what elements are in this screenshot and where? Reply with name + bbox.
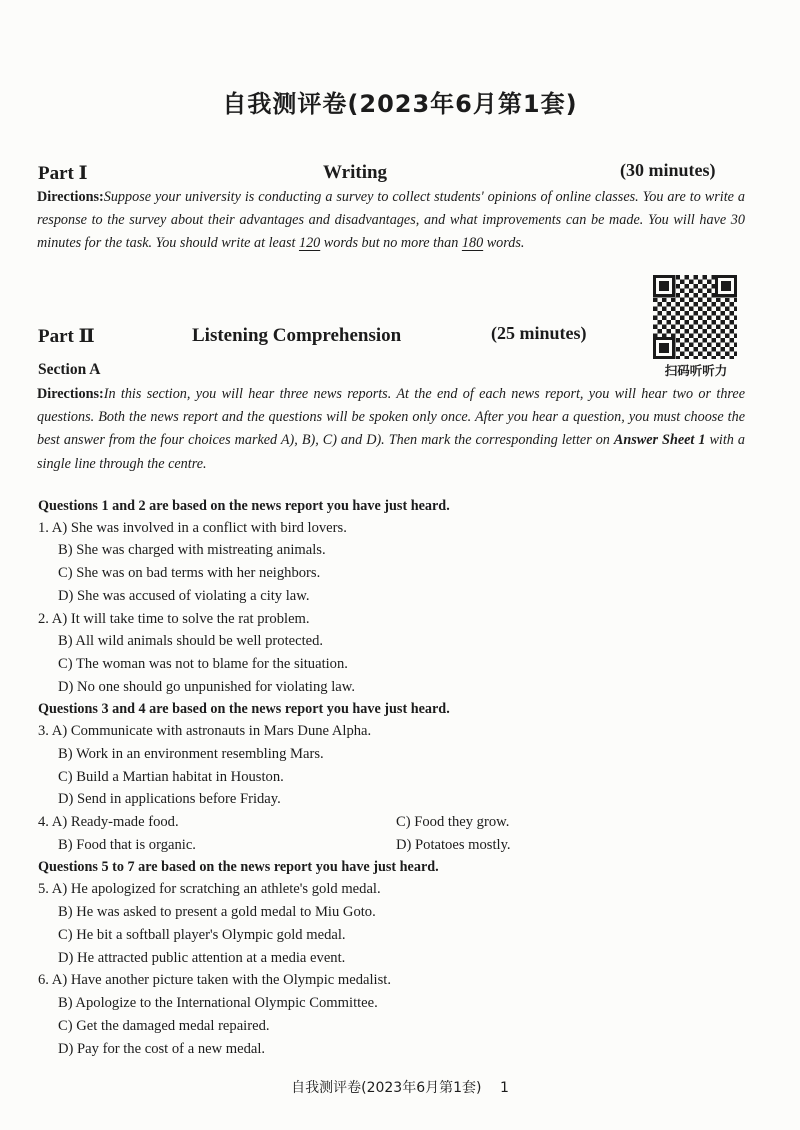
question-group-heading: Questions 5 to 7 are based on the news report you have just heard. <box>38 859 439 875</box>
q1-option-d: D) She was accused of violating a city law. <box>58 588 310 604</box>
q6-option-a: 6. A) Have another picture taken with the Olympic medalist. <box>38 972 391 988</box>
q1-option-c: C) She was on bad terms with her neighbors. <box>58 565 321 581</box>
q3-option-d: D) Send in applications before Friday. <box>58 791 281 807</box>
directions-text: Suppose your university is conducting a survey to collect students' opinions of online classes. You are to write a response to the survey about their advantages and disadvantages, and what improvements can be made. You will have 30 minutes for the task. You should write at least <box>37 189 745 252</box>
directions-label: Directions: <box>37 189 104 205</box>
q5-option-b: B) He was asked to present a gold medal to Miu Goto. <box>58 904 376 920</box>
q5-option-c: C) He bit a softball player's Olympic gold medal. <box>58 927 346 943</box>
q4-option-b: B) Food that is organic. <box>58 837 196 853</box>
section-a-heading: Section A <box>38 361 101 378</box>
question-group-heading: Questions 3 and 4 are based on the news report you have just heard. <box>38 701 450 717</box>
q4-option-a: 4. A) Ready-made food. <box>38 814 179 830</box>
directions-text: In this section, you will hear three news reports. At the end of each news report, you will hear two or three questions. Both the news report and the questions will be spoken only once. After you hear a question, you must choose the best answer from the four choices marked A), B), C) and D). Then mark the corresponding letter on <box>37 386 745 449</box>
directions-text: words. <box>483 235 525 252</box>
q5-option-a: 5. A) He apologized for scratching an athlete's gold medal. <box>38 881 381 897</box>
page-title: 自我测评卷(2023年6月第1套) <box>222 90 578 118</box>
q5-option-d: D) He attracted public attention at a media event. <box>58 950 346 966</box>
answer-sheet-label: Answer Sheet 1 <box>613 432 706 449</box>
page-number: 1 <box>499 1080 509 1096</box>
max-words: 180 <box>461 235 484 252</box>
q2-option-b: B) All wild animals should be well protected. <box>58 633 324 649</box>
footer-text: 自我测评卷(2023年6月第1套) <box>291 1080 482 1096</box>
q3-option-a: 3. A) Communicate with astronauts in Mars Dune Alpha. <box>38 723 372 739</box>
q2-option-c: C) The woman was not to blame for the situation. <box>58 656 348 672</box>
q6-option-c: C) Get the damaged medal repaired. <box>58 1018 270 1034</box>
q6-option-d: D) Pay for the cost of a new medal. <box>58 1041 266 1057</box>
part1-label: Part Ⅰ <box>38 163 88 184</box>
q2-option-a: 2. A) It will take time to solve the rat problem. <box>38 611 310 627</box>
directions-label: Directions: <box>37 386 104 402</box>
part1-directions <box>37 186 745 256</box>
q1-option-b: B) She was charged with mistreating animals. <box>58 542 326 558</box>
part2-name: Listening Comprehension <box>192 325 402 346</box>
part1-name: Writing <box>323 162 388 183</box>
directions-text: words but no more than <box>320 235 462 252</box>
directions-text: with a single line through the centre. <box>37 432 745 472</box>
part2-directions <box>37 383 745 476</box>
page-footer <box>0 1077 800 1097</box>
qr-label: 扫码听听力 <box>664 363 728 378</box>
part1-time: (30 minutes) <box>620 160 716 180</box>
min-words: 120 <box>298 235 321 252</box>
q2-option-d: D) No one should go unpunished for violating law. <box>58 679 355 695</box>
q6-option-b: B) Apologize to the International Olympic Committee. <box>58 995 378 1011</box>
question-group-heading: Questions 1 and 2 are based on the news report you have just heard. <box>38 498 450 514</box>
part2-time: (25 minutes) <box>491 323 587 343</box>
q4-option-c: C) Food they grow. <box>396 814 510 830</box>
q3-option-c: C) Build a Martian habitat in Houston. <box>58 769 284 785</box>
qr-code-icon[interactable] <box>653 275 737 359</box>
q1-option-a: 1. A) She was involved in a conflict with bird lovers. <box>38 520 347 536</box>
part2-label: Part Ⅱ <box>38 326 95 347</box>
q3-option-b: B) Work in an environment resembling Mars. <box>58 746 324 762</box>
q4-option-d: D) Potatoes mostly. <box>396 837 511 853</box>
